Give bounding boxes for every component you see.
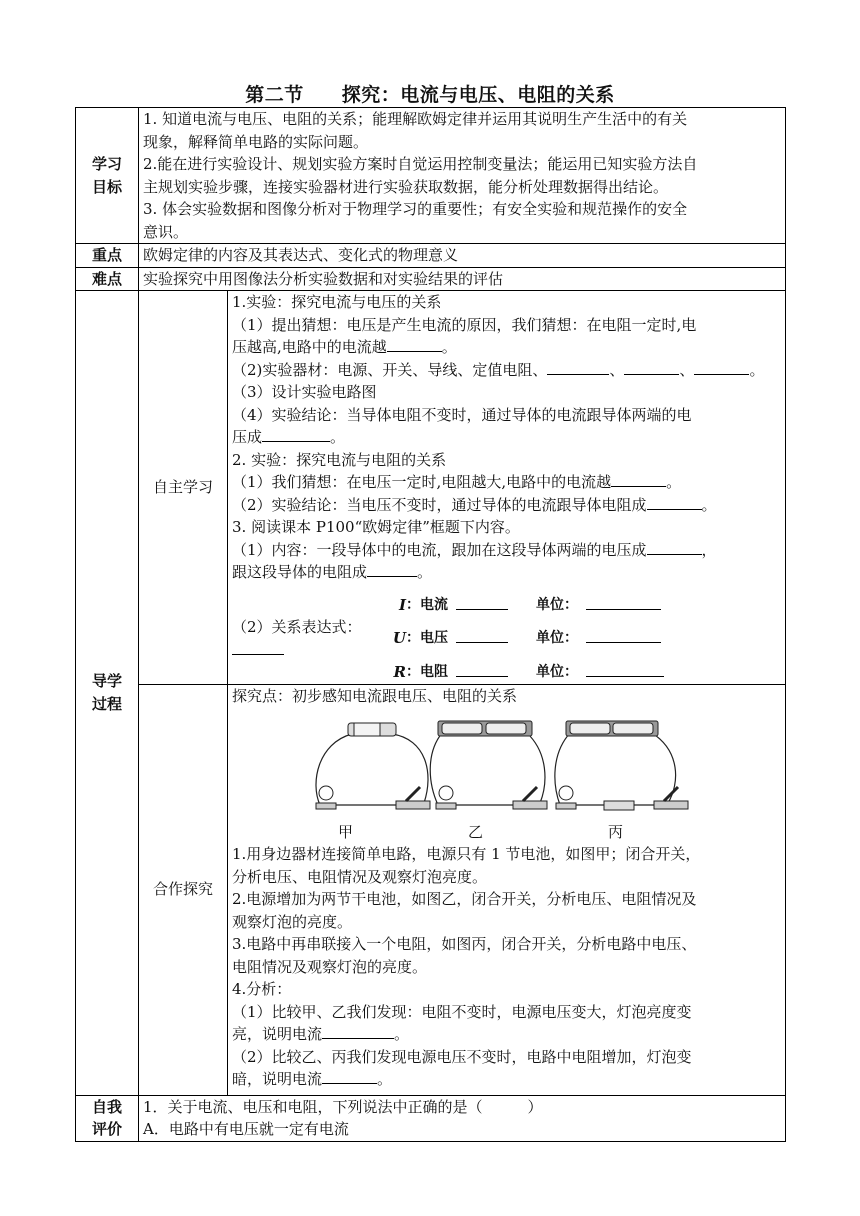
answer-blank[interactable]: [322, 1023, 394, 1039]
text: ：: [406, 630, 420, 647]
symbol-u: U: [392, 629, 406, 648]
text: 。: [701, 495, 717, 514]
text-line: （4）实验结论：当导体电阻不变时，通过导体的电流跟导体两端的电: [232, 405, 692, 424]
text: 跟这段导体的电阻成: [232, 563, 368, 581]
answer-blank[interactable]: [387, 336, 442, 352]
text-line: [232, 1023, 781, 1046]
self-study-content: [228, 291, 786, 685]
circuit-figure: [308, 713, 763, 821]
eval-content: [139, 1095, 786, 1141]
coop-row: [76, 684, 786, 1095]
text-line: 观察灯泡的亮度。: [232, 912, 353, 931]
formula-blank[interactable]: [232, 639, 284, 655]
text-line: [232, 471, 781, 494]
text: ，: [701, 540, 717, 559]
text: ：: [406, 664, 420, 680]
figure-label: 乙: [468, 823, 484, 841]
unit-blank[interactable]: [586, 661, 666, 684]
text: 。: [666, 473, 682, 491]
unit-blank[interactable]: [586, 594, 666, 617]
difficulty-row: [76, 267, 786, 291]
answer-blank[interactable]: [624, 359, 679, 375]
lesson-table: [75, 107, 786, 1142]
text-line: [232, 336, 781, 359]
text-line: （2）比较乙、丙我们发现电源电压不变时，电路中电阻增加，灯泡变: [232, 1047, 692, 1066]
goal-line: 2.能在进行实验设计、规划实验方案时自觉运用控制变量法；能运用已知实验方法自: [143, 155, 698, 173]
text: 、: [679, 360, 695, 379]
difficulty-content: 实验探究中用图像法分析实验数据和对实验结果的评估: [139, 267, 786, 291]
key-row: [76, 244, 786, 268]
text: 。: [394, 1025, 410, 1043]
eval-row: [76, 1095, 786, 1141]
text-line: 分析电压、电阻情况及观察灯泡亮度。: [232, 867, 488, 886]
text-line: 1.用身边器材连接简单电路，电源只有 1 节电池，如图甲；闭合开关，: [232, 845, 701, 863]
unit-blank[interactable]: [586, 627, 666, 650]
text: ：: [406, 596, 420, 613]
text: 暗，说明电流: [232, 1070, 323, 1088]
text-line: 3. 阅读课本 P100“欧姆定律”框题下内容。: [232, 518, 520, 536]
figure-label: 甲: [338, 823, 354, 841]
text: 。: [417, 563, 433, 581]
text-line: 3.电路中再串联接入一个电阻，如图丙，闭合开关，分析电路中电压、: [232, 935, 697, 953]
answer-blank[interactable]: [647, 494, 702, 510]
self-study-label: 自主学习: [139, 291, 228, 685]
text: 。: [330, 428, 346, 446]
text-line: 1.实验：探究电流与电压的关系: [232, 293, 442, 311]
answer-blank[interactable]: [367, 561, 417, 577]
formula-label: [232, 616, 382, 661]
text: （1）内容：一段导体中的电流，跟加在这段导体两端的电压成: [232, 540, 647, 559]
symbol-i: I: [398, 595, 406, 614]
goals-label-2: 目标: [91, 177, 122, 196]
goal-line: 现象，解释简单电路的实际问题。: [143, 132, 369, 151]
section-number: 第二节: [245, 84, 304, 106]
question-line: 1．关于电流、电压和电阻，下列说法中正确的是（ ）: [143, 1097, 543, 1116]
eval-label: [76, 1095, 139, 1141]
goals-content: [139, 108, 786, 244]
figure-label: 丙: [608, 823, 624, 841]
text: 电压: [420, 630, 448, 647]
answer-blank[interactable]: [547, 359, 609, 375]
answer-blank[interactable]: [647, 539, 702, 555]
answer-blank[interactable]: [262, 426, 330, 442]
unit-label: 单位：: [536, 664, 578, 680]
eval-label-2: 评价: [91, 1120, 122, 1138]
dash-line: [456, 661, 536, 684]
page-title: [0, 80, 860, 107]
text-line: 2. 实验：探究电流与电阻的关系: [232, 450, 447, 469]
quantity-name: [406, 661, 456, 684]
text: （2）关系表达式：: [232, 618, 362, 636]
text: （2)实验器材：电源、开关、导线、定值电阻、: [232, 360, 548, 379]
self-study-row: [76, 291, 786, 685]
text: 、: [609, 360, 625, 379]
goal-line: 意识。: [143, 222, 189, 241]
text-line: （1）比较甲、乙我们发现：电阻不变时，电源电压变大，灯泡亮度变: [232, 1002, 692, 1021]
text-line: [232, 359, 781, 382]
section-topic: 探究：电流与电压、电阻的关系: [341, 84, 615, 106]
goals-label: [76, 108, 139, 244]
dash-line: [456, 594, 536, 617]
coop-content: [228, 684, 786, 1095]
text: 电阻: [420, 664, 448, 680]
answer-blank[interactable]: [322, 1068, 377, 1084]
process-label: [76, 291, 139, 1096]
dash-line: [456, 627, 536, 650]
process-label-2: 过程: [91, 694, 122, 713]
text-line: [232, 426, 781, 449]
text-line: 2.电源增加为两节干电池，如图乙，闭合开关，分析电压、电阻情况及: [232, 890, 697, 908]
key-label: 重点: [76, 244, 139, 268]
figure-labels: [232, 821, 781, 843]
coop-label: 合作探究: [139, 684, 228, 1095]
unit-label: 单位：: [536, 630, 578, 647]
text: 。: [749, 360, 765, 379]
text: 电流: [420, 596, 448, 613]
text: 。: [441, 338, 457, 356]
goals-row: [76, 108, 786, 244]
text-line: （3）设计实验电路图: [232, 383, 377, 401]
goal-line: 3. 体会实验数据和图像分析对于物理学习的重要性；有安全实验和规范操作的安全: [143, 200, 688, 218]
text: 压成: [232, 428, 263, 446]
unit-label: 单位：: [536, 596, 578, 613]
goal-line: 1. 知道电流与电压、电阻的关系；能理解欧姆定律并运用其说明生产生活中的有关: [143, 110, 688, 128]
text: 压越高,电路中的电流越: [232, 338, 387, 356]
symbol-r: R: [393, 663, 406, 681]
text: 。: [377, 1070, 393, 1088]
option-a: A．电路中有电压就一定有电流: [143, 1120, 349, 1138]
difficulty-label: 难点: [76, 267, 139, 291]
resistor-icon: [604, 801, 634, 810]
goal-line: 主规划实验步骤，连接实验器材进行实验获取数据，能分析处理数据得出结论。: [143, 177, 669, 196]
key-content: 欧姆定律的内容及其表达式、变化式的物理意义: [139, 244, 786, 268]
quantity-name: [406, 594, 456, 617]
text-line: [232, 1068, 781, 1091]
battery-icon: [438, 721, 532, 736]
text-line: [232, 494, 781, 517]
answer-blank[interactable]: [694, 359, 749, 375]
goals-label-1: 学习: [91, 155, 122, 173]
quantity-name: [406, 627, 456, 650]
battery-icon: [566, 721, 658, 736]
text: （1）我们猜想：在电压一定时,电阻越大,电路中的电流越: [232, 473, 612, 491]
text-line: 探究点：初步感知电流跟电压、电阻的关系: [232, 686, 518, 705]
battery-icon: [348, 723, 396, 736]
process-label-1: 导学: [91, 672, 122, 691]
text-line: 4.分析：: [232, 980, 292, 998]
text-line: （1）提出猜想：电压是产生电流的原因，我们猜想：在电阻一定时,电: [232, 315, 697, 334]
eval-label-1: 自我: [91, 1097, 122, 1116]
text-line: [232, 561, 781, 584]
text-line: [232, 539, 781, 562]
text: （2）实验结论：当电压不变时，通过导体的电流跟导体电阻成: [232, 495, 647, 514]
answer-blank[interactable]: [611, 471, 666, 487]
text: 亮，说明电流: [232, 1025, 323, 1043]
formula-block: [232, 594, 781, 684]
text-line: 电阻情况及观察灯泡的亮度。: [232, 957, 428, 976]
